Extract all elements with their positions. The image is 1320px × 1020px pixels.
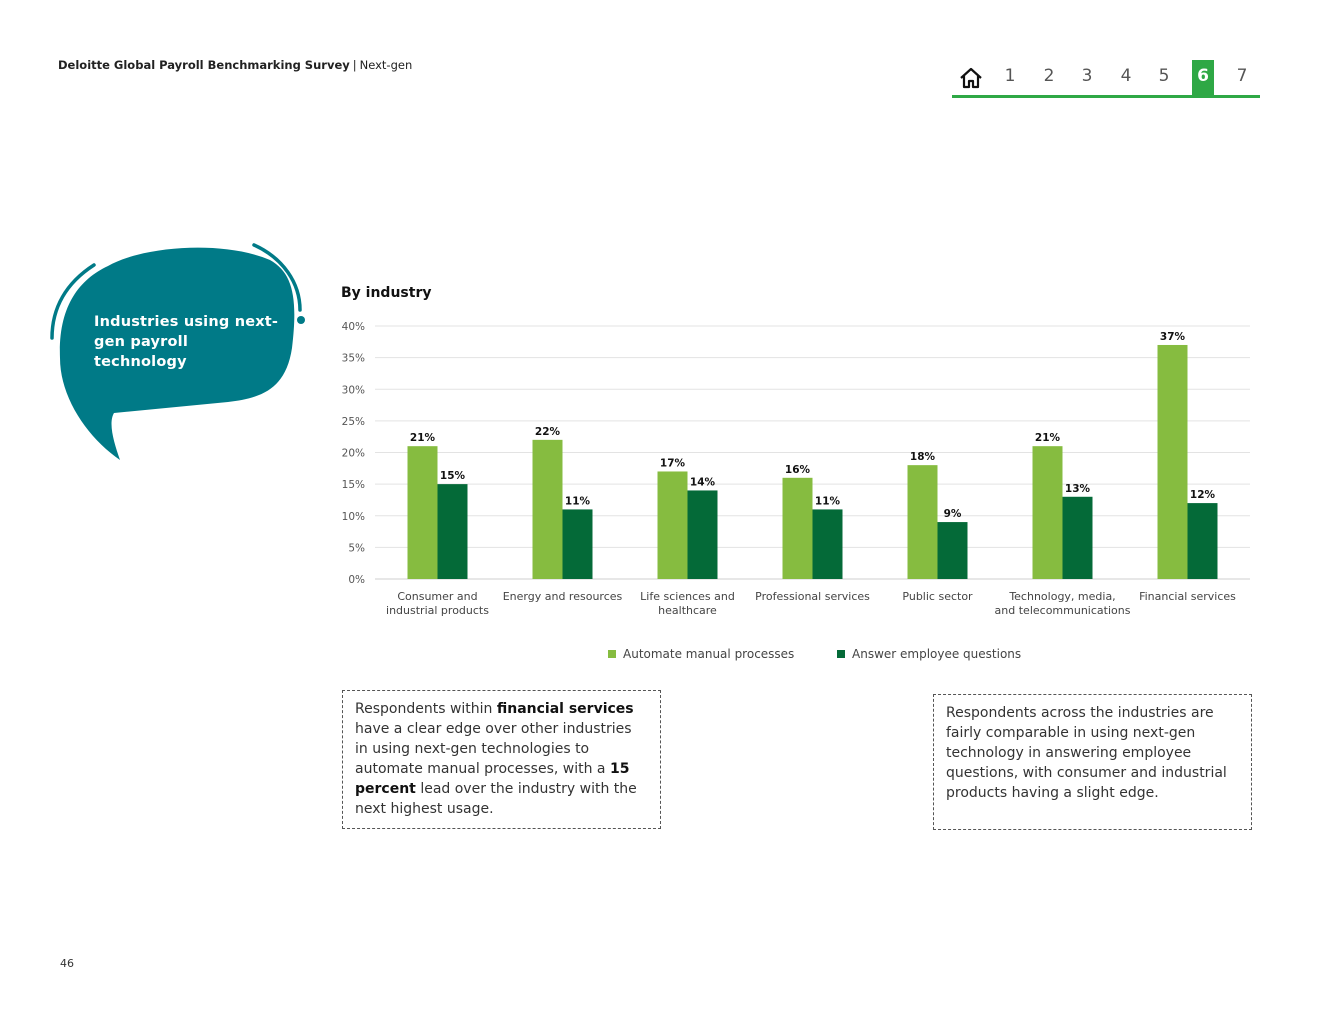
y-tick-label: 20% [341,447,365,460]
x-tick-label-line: industrial products [386,604,489,617]
bar [1158,345,1188,579]
data-label: 18% [909,451,936,464]
bar [1033,446,1063,579]
data-label: 37% [1159,330,1186,343]
home-icon[interactable] [959,66,983,90]
x-tick-label [995,590,1131,617]
bar [908,465,938,579]
bar [658,471,688,579]
data-label: 14% [689,476,716,489]
data-label: 15% [439,470,466,483]
x-tick-label-line: Financial services [1139,590,1236,603]
legend-swatch-automate [608,650,616,658]
nav-page-4[interactable]: 4 [1120,66,1132,86]
data-label: 21% [1034,432,1061,445]
nav-page-5[interactable]: 5 [1158,66,1170,86]
x-tick-label [1139,590,1236,603]
bubble-heading: Industries using next-gen payroll technology [94,314,279,370]
note-left-pre: Respondents within [355,701,497,717]
note-left-bold-1: financial services [496,701,634,717]
data-label: 11% [814,495,841,508]
bar [1188,503,1218,579]
section-name: Next-gen [359,58,413,72]
page-navigation [952,60,1260,98]
note-left-post: lead over the industry with the next highest usage. [355,781,637,817]
data-label: 17% [659,457,686,470]
x-tick-label-line: Life sciences and [640,590,735,603]
x-tick-label [386,590,489,617]
bar [688,490,718,579]
x-tick-label-line: Technology, media, [1009,590,1116,603]
document-header [58,58,412,72]
page-number: 46 [60,957,74,970]
survey-title: Deloitte Global Payroll Benchmarking Survey [58,58,350,72]
nav-page-7[interactable]: 7 [1236,66,1248,86]
x-tick-label-line: and telecommunications [994,604,1131,617]
bar [563,509,593,579]
data-label: 9% [943,508,962,521]
nav-page-3[interactable]: 3 [1081,66,1093,86]
y-tick-label: 15% [341,479,365,492]
nav-underline [952,95,1260,98]
y-tick-label: 0% [348,574,365,586]
nav-page-1[interactable]: 1 [1004,66,1016,86]
bar-chart [330,310,1260,630]
data-label: 16% [784,463,811,476]
bar [813,509,843,579]
x-tick-label [503,590,623,603]
bar [783,478,813,579]
x-tick-label-line: Public sector [902,590,973,603]
legend-label-automate: Automate manual processes [623,647,795,661]
y-tick-label: 10% [341,510,365,523]
chart-title: By industry [341,285,432,301]
nav-page-2[interactable]: 2 [1043,66,1055,86]
y-tick-label: 25% [341,415,365,428]
data-label: 21% [409,432,436,445]
financial-services-note [342,690,661,829]
nav-page-6-active[interactable]: 6 [1192,60,1214,95]
data-label: 11% [564,495,591,508]
legend-item-answer [837,647,1021,661]
bar [938,522,968,579]
data-label: 22% [534,425,561,438]
x-tick-label [902,590,973,603]
data-label: 12% [1189,489,1216,502]
x-tick-label [755,590,870,603]
y-tick-label: 30% [341,384,365,397]
y-tick-label: 35% [341,352,365,365]
note-left-bold-2: 15 percent [355,761,630,797]
legend-label-answer: Answer employee questions [852,647,1022,661]
x-tick-label [640,590,735,617]
x-tick-label-line: Professional services [755,590,870,603]
bar [408,446,438,579]
header-separator: | [352,58,357,72]
bar [438,484,468,579]
x-tick-label-line: Consumer and [397,590,478,603]
bar [1063,497,1093,579]
bar [533,440,563,579]
y-tick-label: 5% [348,542,365,555]
legend-item-automate [608,647,794,661]
legend-swatch-answer [837,650,845,658]
data-label: 13% [1064,482,1091,495]
x-tick-label-line: Energy and resources [502,590,623,603]
y-tick-label: 40% [341,321,365,333]
note-right-text: Respondents across the industries are fairly comparable in using next-gen technology in answering employee questions, with consumer and industrial products having a slight edge. [946,705,1227,801]
x-tick-label-line: healthcare [658,604,717,617]
employee-questions-note [933,694,1252,830]
note-left-mid: have a clear edge over other industries in using next-gen technologies to automate manual processes, with a [355,721,632,777]
